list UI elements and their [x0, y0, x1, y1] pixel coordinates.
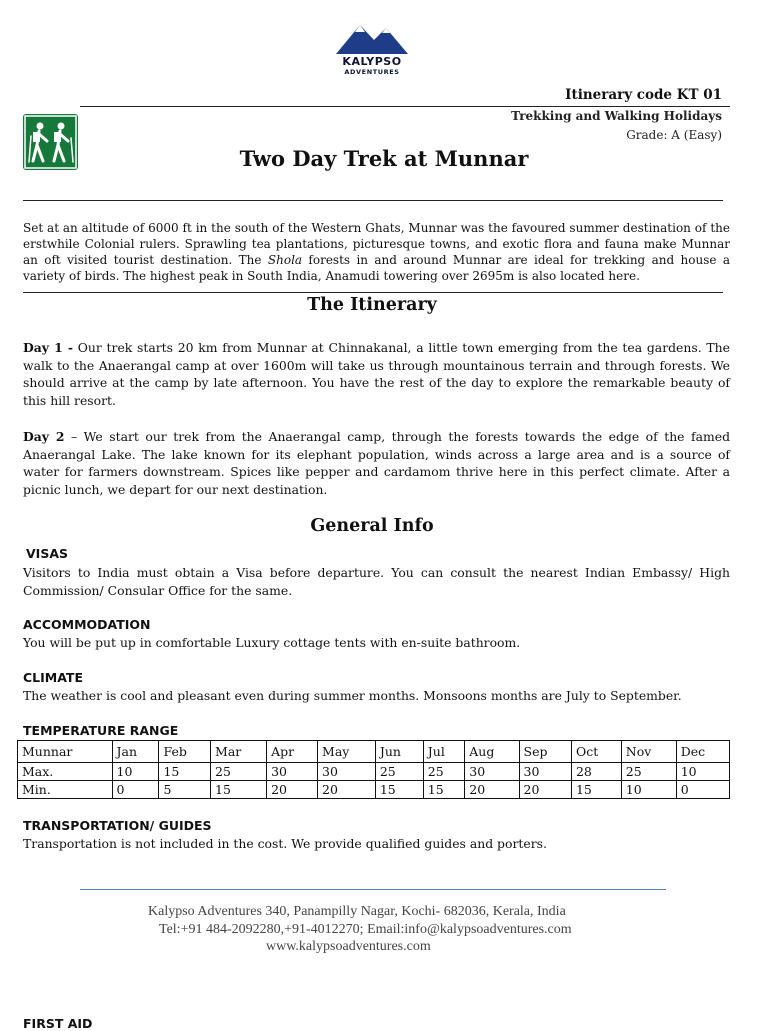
table-cell: 20 [519, 781, 571, 799]
temperature-table [17, 740, 730, 799]
table-cell: May [318, 741, 376, 763]
page-title: Two Day Trek at Munnar [239, 146, 529, 171]
divider [23, 292, 723, 293]
divider [23, 200, 723, 201]
table-cell: 5 [159, 781, 211, 799]
table-cell: Feb [159, 741, 211, 763]
table-cell: 20 [267, 781, 318, 799]
table-row [18, 763, 730, 781]
footer-contact: Tel:+91 484-2092280,+91-4012270; Email:info@kalypsoadventures.com [159, 922, 572, 937]
itinerary-code: Itinerary code KT 01 [565, 87, 722, 103]
table-cell: Aug [465, 741, 519, 763]
table-cell: Mar [211, 741, 267, 763]
table-cell: Nov [621, 741, 676, 763]
table-cell: 15 [375, 781, 423, 799]
table-cell: 25 [375, 763, 423, 781]
transport-text: Transportation is not included in the cost. We provide qualified guides and porters. [23, 836, 547, 851]
itinerary-heading: The Itinerary [307, 295, 437, 315]
table-cell: 20 [465, 781, 519, 799]
first-aid-heading: FIRST AID [23, 1016, 93, 1031]
table-cell: 30 [267, 763, 318, 781]
table-cell: 30 [318, 763, 376, 781]
table-cell: 25 [211, 763, 267, 781]
table-cell: Min. [18, 781, 113, 799]
category-label: Trekking and Walking Holidays [511, 109, 722, 123]
table-cell: Jan [112, 741, 159, 763]
climate-heading: CLIMATE [23, 670, 83, 685]
table-cell: 15 [211, 781, 267, 799]
logo-subtitle: ADVENTURES [344, 68, 400, 76]
table-cell: Jul [423, 741, 464, 763]
table-cell: 15 [423, 781, 464, 799]
table-cell: 15 [571, 781, 621, 799]
accommodation-heading: ACCOMMODATION [23, 617, 151, 632]
table-cell: 28 [571, 763, 621, 781]
table-cell: Apr [267, 741, 318, 763]
table-cell: 15 [159, 763, 211, 781]
climate-text: The weather is cool and pleasant even during summer months. Monsoons months are July to September. [23, 688, 682, 703]
visas-heading: VISAS [26, 546, 69, 561]
table-cell: Oct [571, 741, 621, 763]
table-cell: Sep [519, 741, 571, 763]
day-1-paragraph: Day 1 - Our trek starts 20 km from Munnar at Chinnakanal, a little town emerging from the tea gardens. The walk to the Anaerangal camp at over 1600m will take us through mountainous terrain and through forests. We should arrive at the camp by late afternoon. You have the rest of the day to explore the remarkable beauty of this hill resort. [23, 340, 730, 408]
table-cell: 20 [318, 781, 376, 799]
intro-paragraph: Set at an altitude of 6000 ft in the south of the Western Ghats, Munnar was the favoured summer destination of the erstwhile Colonial rulers. Sprawling tea plantations, picturesque towns, and exotic flora and fauna make Munnar an oft visited tourist destination. The Shola forests in and around Munnar are ideal for trekking and house a variety of birds. The highest peak in South India, Anamudi towering over 2695m is also located here. [23, 221, 730, 283]
transport-heading: TRANSPORTATION/ GUIDES [23, 818, 212, 833]
divider [80, 106, 730, 107]
table-cell: Jun [375, 741, 423, 763]
logo-name: KALYPSO [342, 55, 402, 68]
accommodation-text: You will be put up in comfortable Luxury cottage tents with en-suite bathroom. [23, 635, 521, 650]
table-cell: 25 [423, 763, 464, 781]
table-cell: 0 [676, 781, 729, 799]
table-cell: 10 [112, 763, 159, 781]
visas-text: Visitors to India must obtain a Visa before departure. You can consult the nearest Indian Embassy/ High Commission/ Consular Office for the same. [23, 565, 730, 598]
mountain-icon [334, 22, 410, 56]
temperature-heading: TEMPERATURE RANGE [23, 723, 179, 738]
table-cell: 25 [621, 763, 676, 781]
table-cell: 30 [519, 763, 571, 781]
table-cell: 0 [112, 781, 159, 799]
day-2-paragraph: Day 2 – We start our trek from the Anaerangal camp, through the forests towards the edge of the famed Anaerangal Lake. The lake known for its elephant population, winds across a large area and is a source of water for farmers downstream. Spices like pepper and cardamom thrive here in this perfect climate. After a picnic lunch, we depart for our next destination. [23, 429, 730, 497]
general-info-heading: General Info [310, 516, 434, 536]
table-row [18, 781, 730, 799]
company-logo [334, 22, 410, 80]
table-header-row [18, 741, 730, 763]
table-cell: 10 [621, 781, 676, 799]
footer-website[interactable]: www.kalypsoadventures.com [266, 939, 431, 954]
table-cell: Munnar [18, 741, 113, 763]
table-cell: 30 [465, 763, 519, 781]
footer-address: Kalypso Adventures 340, Panampilly Nagar, Kochi- 682036, Kerala, India [148, 904, 566, 919]
footer-divider [80, 889, 666, 890]
grade-label: Grade: A (Easy) [626, 128, 722, 142]
table-cell: Dec [676, 741, 729, 763]
table-cell: 10 [676, 763, 729, 781]
table-cell: Max. [18, 763, 113, 781]
